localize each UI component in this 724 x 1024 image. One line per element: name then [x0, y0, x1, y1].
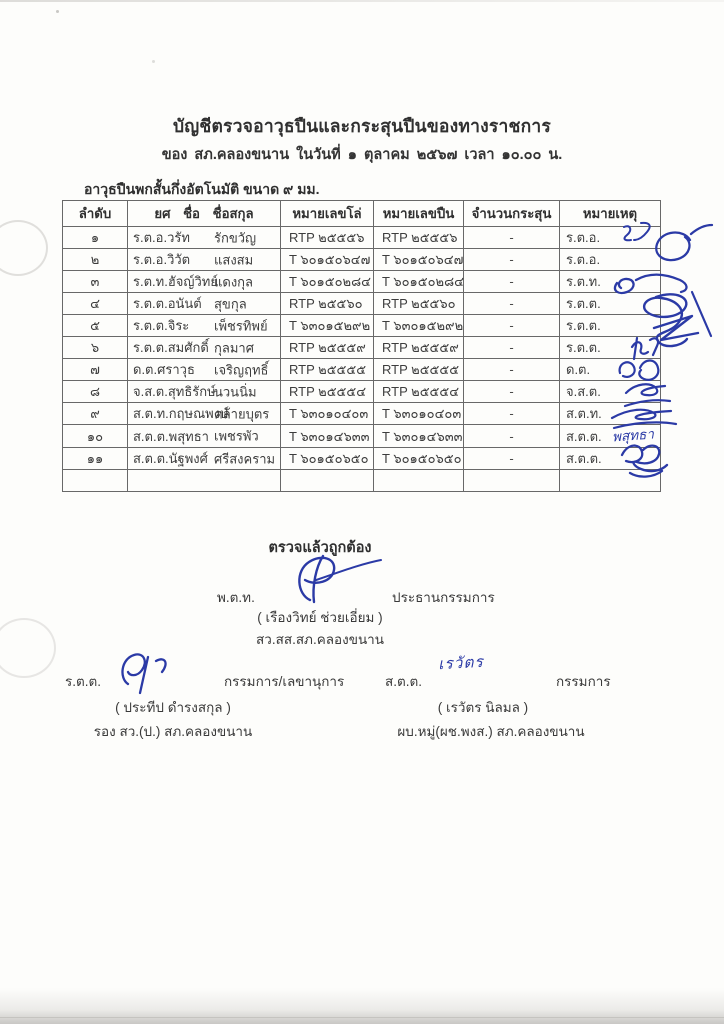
cell-ammo: - [464, 425, 560, 448]
cell-ammo: - [464, 403, 560, 425]
scan-artifact-bottom-band [0, 988, 724, 1024]
checked-label: ตรวจแล้วถูกต้อง [268, 540, 372, 556]
cell-name [128, 337, 281, 359]
header-cell-shield-no: หมายเลขโล่ [281, 201, 374, 227]
member-name: ( เรวัตร นิลมล ) [437, 700, 529, 715]
cell-rank-name: จ.ส.ต.สุทธิรักษ์ [133, 384, 216, 399]
cell-no: ๑๑ [63, 448, 128, 470]
header-cell-name: ยศ ชื่อ ชื่อสกุล [128, 201, 281, 227]
cell-ammo: - [464, 271, 560, 293]
cell-surname: นวนนิ่ม [214, 384, 257, 399]
cell-remark-rank: จ.ส.ต. [566, 384, 601, 399]
cell-shield-no: RTP ๒๕๕๖๐ [281, 293, 374, 315]
cell-no: ๓ [63, 271, 128, 293]
cell-no: ๗ [63, 359, 128, 381]
remark-handwriting: พสุทธา [611, 426, 655, 445]
cell-ammo: - [464, 293, 560, 315]
scan-artifact-punch-hole-top [0, 220, 48, 276]
cell-no: ๖ [63, 337, 128, 359]
cell-shield-no: RTP ๒๕๕๕๙ [281, 337, 374, 359]
scan-artifact-punch-hole-middle [0, 618, 56, 678]
cell-no: ๔ [63, 293, 128, 315]
cell-gun-no: RTP ๒๕๕๕๔ [374, 381, 464, 403]
section-heading: อาวุธปืนพกสั้นกึ่งอัตโนมัติ ขนาด ๙ มม. [84, 181, 320, 197]
cell-gun-no: RTP ๒๕๕๖๐ [374, 293, 464, 315]
cell-no: ๑ [63, 227, 128, 249]
signature-row-4-tail-icon [692, 292, 711, 336]
cell-no [63, 470, 128, 492]
cell-remark-rank: ร.ต.ท. [566, 274, 601, 289]
header-cell-no: ลำดับ [63, 201, 128, 227]
ink-signatures-overlay [540, 196, 724, 496]
cell-shield-no [281, 470, 374, 492]
cell-name [128, 359, 281, 381]
cell-remark-rank: ร.ต.ต. [566, 296, 601, 311]
signature-row-11-icon [622, 446, 667, 477]
cell-name [128, 470, 281, 492]
cell-ammo: - [464, 227, 560, 249]
cell-rank-name: ร.ต.ท.ฮัจญ์วิทย์ [133, 274, 218, 289]
signature-row-7-icon [620, 361, 659, 380]
cell-remark-rank: ร.ต.ต. [566, 318, 601, 333]
cell-gun-no [374, 470, 464, 492]
cell-surname: แดงกุล [214, 274, 254, 289]
chairman-signature-icon [272, 552, 387, 610]
cell-ammo: - [464, 315, 560, 337]
cell-name [128, 249, 281, 271]
cell-remark-rank: ด.ต. [566, 362, 591, 377]
cell-surname: คล้ายบุตร [214, 406, 270, 421]
member-rank: ส.ต.ต. [385, 674, 423, 689]
cell-rank-name: ร.ต.ต.อนันต์ [133, 296, 202, 311]
scan-artifact-speck [152, 60, 155, 63]
cell-rank-name: ร.ต.ต.จิระ [133, 318, 190, 333]
header-cell-remark: หมายเหตุ [560, 201, 661, 227]
cell-no: ๕ [63, 315, 128, 337]
cell-no: ๒ [63, 249, 128, 271]
cell-ammo: - [464, 381, 560, 403]
signature-row-8-icon [625, 384, 670, 406]
cell-ammo: - [464, 448, 560, 470]
secretary-position: รอง สว.(ป.) สภ.คลองขนาน [93, 724, 253, 739]
member-signature-handwriting: เรวัตร [437, 653, 485, 674]
cell-gun-no: RTP ๒๕๕๕๕ [374, 359, 464, 381]
cell-surname: เพ็ชรทิพย์ [214, 318, 268, 333]
cell-remark-rank: ร.ต.ต. [566, 340, 601, 355]
chairman-rank: พ.ต.ท. [217, 590, 255, 605]
cell-gun-no: RTP ๒๕๕๕๖ [374, 227, 464, 249]
cell-name [128, 271, 281, 293]
signature-row-1-icon [624, 223, 650, 240]
secretary-role: กรรมการ/เลขานุการ [224, 674, 345, 689]
signature-row-2-icon [656, 225, 712, 260]
cell-name [128, 381, 281, 403]
secretary-signature-icon [106, 647, 188, 695]
header-cell-ammo: จำนวนกระสุน [464, 201, 560, 227]
cell-ammo: - [464, 359, 560, 381]
cell-rank-name: ร.ต.ต.สมศักดิ์ [133, 340, 209, 355]
cell-shield-no: RTP ๒๕๕๕๖ [281, 227, 374, 249]
cell-gun-no: T ๖๐๑๕๐๖๕๐ [374, 448, 464, 470]
cell-ammo: - [464, 337, 560, 359]
cell-rank-name: ด.ต.ศราวุธ [133, 362, 195, 377]
signature-row-6-icon [632, 338, 658, 359]
cell-no: ๙ [63, 403, 128, 425]
cell-gun-no: T ๖๐๑๕๐๒๘๔ [374, 271, 464, 293]
cell-remark-rank: ส.ต.ต. [566, 451, 602, 466]
signature-row-3-icon [615, 275, 687, 293]
cell-surname: เพชรพัว [214, 428, 259, 444]
chairman-role: ประธานกรรมการ [392, 590, 495, 605]
chairman-position: สว.สส.สภ.คลองขนาน [256, 632, 384, 647]
signature-row-9-icon [612, 410, 676, 428]
cell-rank-name: ส.ต.ต.นัฐพงศ์ [133, 451, 208, 466]
cell-shield-no: RTP ๒๕๕๕๕ [281, 359, 374, 381]
chairman-name: ( เรืองวิทย์ ช่วยเอี่ยม ) [257, 610, 383, 625]
doc-subtitle: ของ สภ.คลองขนาน ในวันที่ ๑ ตุลาคม ๒๕๖๗ เวลา ๑๐.๐๐ น. [161, 147, 563, 163]
cell-remark-rank: ร.ต.อ. [566, 230, 601, 245]
page-title: บัญชีตรวจอาวุธปืนและกระสุนปืนของทางราชการ [172, 116, 552, 136]
cell-name [128, 403, 281, 425]
cell-shield-no: T ๖๓๐๑๕๒๙๒ [281, 315, 374, 337]
cell-rank-name: ร.ต.อ.วรัท [133, 230, 190, 245]
cell-no: ๑๐ [63, 425, 128, 448]
cell-surname: สุขกุล [214, 296, 247, 311]
cell-gun-no: T ๖๓๐๑๔๖๓๓ [374, 425, 464, 448]
cell-ammo: - [464, 249, 560, 271]
cell-shield-no: T ๖๐๑๕๐๖๕๐ [281, 448, 374, 470]
header-cell-gun-no: หมายเลขปืน [374, 201, 464, 227]
cell-surname: รักขวัญ [214, 230, 257, 245]
cell-rank-name: ส.ต.ต.พสุทธา [133, 428, 209, 444]
cell-surname: แสงสม [214, 252, 254, 267]
secretary-name: ( ประทีป ดำรงสกุล ) [115, 700, 231, 715]
cell-surname: เจริญฤทธิ์ [214, 362, 269, 377]
cell-name [128, 293, 281, 315]
cell-name [128, 227, 281, 249]
cell-surname: กุลมาศ [214, 340, 254, 355]
cell-surname: ศรีสงคราม [214, 451, 276, 466]
cell-remark-rank: ส.ต.ต. [566, 429, 602, 444]
cell-shield-no: T ๖๐๑๕๐๖๔๗ [281, 249, 374, 271]
cell-shield-no: T ๖๓๐๑๔๖๓๓ [281, 425, 374, 448]
member-position: ผบ.หมู่(ผช.พงส.) สภ.คลองขนาน [397, 724, 585, 739]
cell-remark-rank: ร.ต.อ. [566, 252, 601, 267]
cell-rank-name: ส.ต.ท.กฤษณพงษ์ [133, 406, 229, 421]
cell-shield-no: T ๖๐๑๕๐๒๘๔ [281, 271, 374, 293]
cell-name [128, 315, 281, 337]
cell-shield-no: T ๖๓๐๑๐๔๐๓ [281, 403, 374, 425]
cell-name [128, 448, 281, 470]
cell-rank-name: ร.ต.อ.วิวัต [133, 252, 191, 267]
cell-gun-no: T ๖๐๑๕๐๖๔๗ [374, 249, 464, 271]
cell-name [128, 425, 281, 448]
cell-shield-no: RTP ๒๕๕๕๔ [281, 381, 374, 403]
cell-remark-rank: ส.ต.ท. [566, 406, 602, 421]
scan-artifact-top-edge [0, 0, 724, 2]
scan-artifact-speck [56, 10, 59, 13]
cell-gun-no: RTP ๒๕๕๕๙ [374, 337, 464, 359]
cell-gun-no: T ๖๓๐๑๕๒๙๒ [374, 315, 464, 337]
member-role: กรรมการ [556, 674, 611, 689]
cell-no: ๘ [63, 381, 128, 403]
signature-row-5-icon [654, 316, 698, 340]
secretary-rank: ร.ต.ต. [65, 674, 102, 689]
cell-gun-no: T ๖๓๐๑๐๔๐๓ [374, 403, 464, 425]
